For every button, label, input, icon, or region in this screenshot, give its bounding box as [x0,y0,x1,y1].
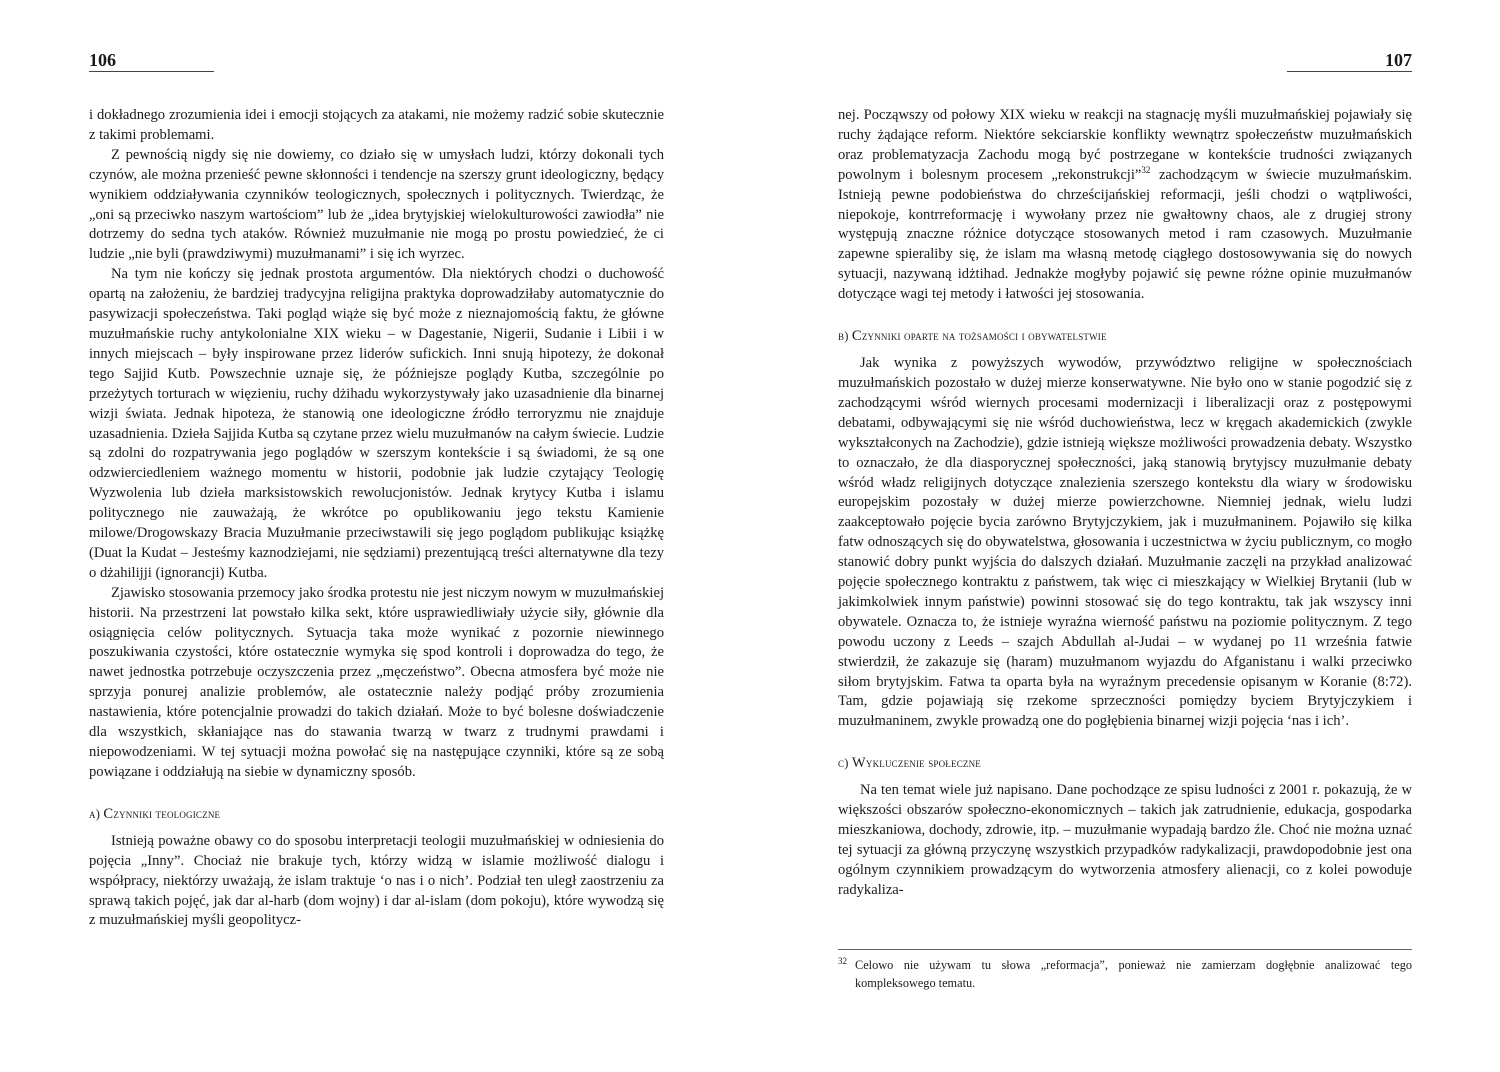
paragraph: Zjawisko stosowania przemocy jako środka protestu nie jest niczym nowym w muzułmańskiej historii. Na przestrzeni lat powstało kilka sekt, które usprawiedliwiały użycie siły, głównie dla osiągnięcia celów politycznych. Sytuacja taka może wynikać z pozornie niewinnego poszukiwania czystości, które ostatecznie wymyka się spod kontroli i doprowadza do tego, że nawet jednostka potrzebuje oczyszczenia przez „męczeństwo”. Obecna atmosfera być może nie sprzyja ponurej analizie problemów, ale ostatecznie należy podjąć próby zrozumienia nastawienia, które potencjalnie prowadzi do takich działań. Może to być bolesne doświadczenie dla wszystkich, skłaniające nas do stawania twarzą w twarz z trudnymi prawdami i niepowodzeniami. W tej sytuacji można powołać się na następujące czynniki, które są ze sobą powiązane i oddziałują na siebie w dynamiczny sposób. [89,584,664,780]
page-header [89,50,664,74]
right-page [838,0,1412,1072]
paragraph: i dokładnego zrozumienia idei i emocji stojących za atakami, nie możemy radzić sobie skutecznie z takimi problemami. [89,107,664,143]
header-rule [1287,71,1412,72]
section-heading-a: a) Czynniki teologiczne [89,805,221,822]
paragraph: Jak wynika z powyższych wywodów, przywództwo religijne w społecznościach muzułmańskich pozostało w dużej mierze konserwatywne. Nie było ono w stanie pogodzić się z zachodzącymi wśród wiernych procesami modernizacji i liberalizacji oraz z postępowymi debatami, odbywającymi się nie wśród duchowieństwa, lecz w kręgach akademickich (zwykle wykształconych na Zachodzie), gdzie istnieją większe możliwości prowadzenia debaty. Wszystko to oznaczało, że dla diasporycznej społeczności, jaką stanowią brytyjscy muzułmanie debaty wśród władz religijnych dotyczące znalezienia szerszego kontekstu dla wiary w środowisku europejskim pozostały w dużej mierze powierzchowne. Niemniej jednak, wielu ludzi zaakceptowało pojęcie bycia zarówno Brytyjczykiem, jak i muzułmaninem. Pojawiło się kilka fatw odnoszących się do obywatelstwa, głosowania i uczestnictwa w życiu publicznym, co mogło stanowić dobry punkt wyjścia do dalszych działań. Muzułmanie zaczęli na przykład analizować pojęcie społecznego kontraktu z państwem, tak więc ci mieszkający w Wielkiej Brytanii (lub w jakimkolwiek innym państwie) powinni stosować się do tego kontraktu, tak jak wszyscy inni obywatele. Oznacza to, że istnieje wyraźna wierność państwu na poziomie politycznym. Z tego powodu uczony z Leeds – szajch Abdullah al-Judai – w wydanej po 11 września fatwie stwierdził, że zakazuje się (haram) muzułmanom wyjazdu do Afganistanu i walki przeciwko siłom brytyjskim. Fatwa ta oparta była na wyraźnym precedensie opisanym w Koranie (8:72). Tam, gdzie pojawiają się rzekome sprzeczności pomiędzy byciem Brytyjczykiem i muzułmaninem, zwykle prowadzą one do pogłębienia binarnej wizji pojęcia ‘nas i ich’. [838,355,1412,730]
footnote-text: Celowo nie używam tu słowa „reformacja”, ponieważ nie zamierzam dogłębnie analizować tego kompleksowego tematu. [855,958,1412,990]
footnote-reference[interactable]: 32 [1141,164,1151,175]
header-rule [89,71,214,72]
section-heading-c: c) Wykluczenie społeczne [838,755,981,772]
page-number: 106 [89,50,116,70]
page-header [838,50,1412,74]
paragraph: nej. Począwszy od połowy XIX wieku w reakcji na stagnację myśli muzułmańskiej pojawiały się ruchy żądające reform. Niektóre sekciarskie konflikty wewnątrz społeczeństw muzułmańskich oraz problematyzacja Zachodu mogą być postrzegane w kontekście trudności związanych powolnym i bolesnym procesem „rekonstrukcji”$^{32}$ zachodzącym w świecie muzułmańskim. Istnieją pewne podobieństwa do chrześcijańskiej reformacji, jeśli chodzi o wątpliwości, niepokoje, kontrreformację i wywołany przez nie gwałtowny chaos, ale z drugiej strony występują znaczne różnice dotyczące stosowanych metod i ram czasowych. Muzułmanie zapewne spieraliby się, że islam ma własną metodę ciągłego dostosowywania się do nowych sytuacji, nazywaną idżtihad. Jednakże mogłyby pojawić się pewne różne opinie muzułmanów dotyczące wagi tej metody i łatwości jej stosowania. [838,107,1413,303]
paragraph: Na tym nie kończy się jednak prostota argumentów. Dla niektórych chodzi o duchowość opartą na założeniu, że bardziej tradycyjna religijna praktyka doprowadziłaby automatycznie do pasywizacji społeczeństwa. Taki pogląd wiąże się być może z nieznajomością faktu, że główne muzułmańskie ruchy antykolonialne XIX wieku – w Dagestanie, Nigerii, Sudanie i Libii i w innych miejscach – były inspirowane przez liderów sufickich. Inni snują hipotezy, że dokonał tego Sajjid Kutb. Powszechnie uznaje się, że późniejsze poglądy Kutba, szczególnie po przeżytych torturach w więzieniu, ruchy dżihadu wykorzystywały jako uzasadnienie dla binarnej wizji świata. Jednak hipoteza, że stanowią one ideologiczne źródło terroryzmu nie znajduje uzasadnienia. Dzieła Sajjida Kutba są czytane przez wielu muzułmanów na całym świecie. Ludzie są zdolni do rozpatrywania jego poglądów w szerszym kontekście i są świadomi, że są one odzwierciedleniem ważnego momentu w historii, podobnie jak ludzie czytający Teologię Wyzwolenia lub dzieła marksistowskich rewolucjonistów. Jednak krytycy Kutba i islamu politycznego nie zauważają, że wkrótce po opublikowaniu jego tekstu Kamienie milowe/Drogowskazy Bracia Muzułmanie przeciwstawili się jego poglądom publikując książkę (Duat la Kudat – Jesteśmy kaznodziejami, nie sędziami) prezentującą treści alternatywne dla tezy o dżahilijji (ignorancji) Kutba. [89,266,664,581]
footnote-number: 32 [838,955,847,966]
paragraph: Istnieją poważne obawy co do sposobu interpretacji teologii muzułmańskiej w odniesienia do pojęcia „Inny”. Chociaż nie brakuje tych, którzy widzą w islamie możliwość dialogu i współpracy, niektórzy uważają, że islam traktuje ‘o nas i o nich’. Podział ten uległ zaostrzeniu za sprawą takich pojęć, jak dar al-harb (dom wojny) i dar al-islam (dom pokoju), które wywodzą się z muzułmańskiej myśli geopolitycz- [89,832,664,929]
section-heading-b: b) Czynniki oparte na tożsamości i obywatelstwie [838,328,1107,345]
footnote-rule [838,949,1412,950]
paragraph: Z pewnością nigdy się nie dowiemy, co działo się w umysłach ludzi, którzy dokonali tych czynów, ale można przenieść pewne skłonności i tendencje na szerszy grunt ideologiczny, będący wynikiem oddziaływania czynników teologicznych, społecznych i politycznych. Twierdząc, że „oni są przeciwko naszym wartościom” lub że „idea brytyjskiej wielokulturowości zawiodła” nie dotrzemy do sedna tych ataków. Również muzułmanie nie mogą po prostu powiedzieć, że ci ludzie „nie byli (prawdziwymi) muzułmanami” i się ich wyrzec. [89,146,664,263]
footnote [838,956,1412,992]
paragraph: Na ten temat wiele już napisano. Dane pochodzące ze spisu ludności z 2001 r. pokazują, że w większości obszarów społeczno-ekonomicznych – takich jak zatrudnienie, edukacja, gospodarka mieszkaniowa, dochody, zdrowie, itp. – muzułmanie wypadają bardzo źle. Choć nie można uznać tej sytuacji za główną przyczynę wszystkich przypadków radykalizacji, prawdopodobnie jest ona ogólnym czynnikiem prowadzącym do wytworzenia atmosfery alienacji, co z kolei powoduje radykaliza- [838,782,1412,898]
page-number: 107 [1385,50,1412,70]
right-body [838,106,1412,901]
left-body [89,106,664,931]
left-page [89,0,664,1072]
